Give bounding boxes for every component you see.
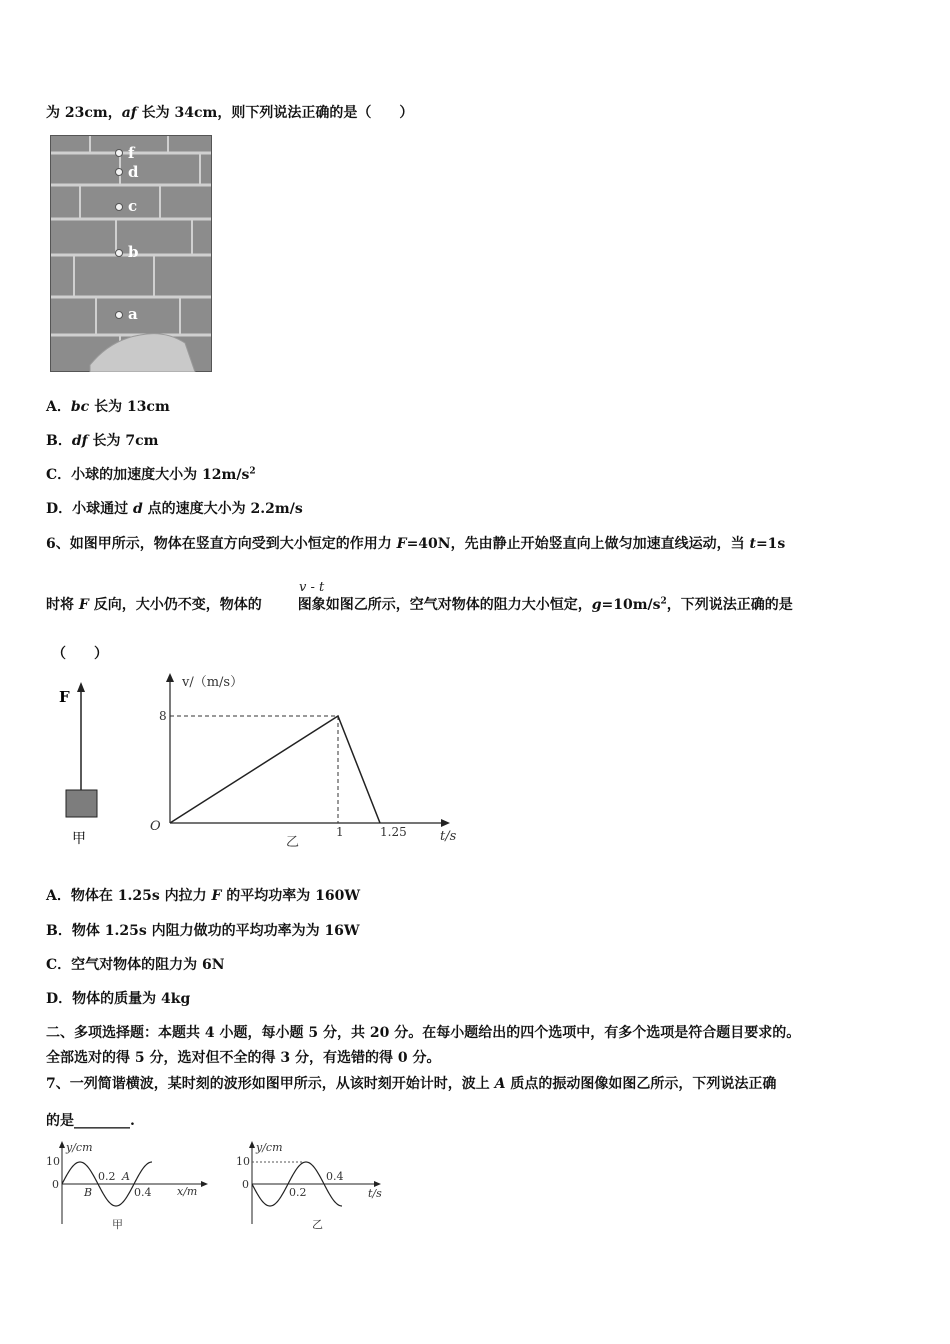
q6-stem-line1: 6、如图甲所示，物体在竖直方向受到大小恒定的作用力 F=40N，先由静止开始竖直向上做匀加速直线运动，当 t=1s [46, 536, 786, 552]
q5-option-c: C．小球的加速度大小为 $12m/s^2$ [46, 466, 256, 483]
wave-yi-xlabel: t/s [368, 1187, 382, 1200]
force-label: F [59, 688, 70, 706]
label-f: f [128, 144, 135, 162]
vt-xlabel: t/s [440, 829, 457, 844]
vt-ytick-8: 8 [159, 709, 167, 723]
wave-yi-tick-0.4: 0.4 [326, 1170, 344, 1183]
wave-jia-ylabel: y/cm [66, 1141, 93, 1154]
wave-yi-origin: 0 [242, 1178, 249, 1191]
label-b: b [128, 243, 139, 261]
vt-xtick-1: 1 [336, 825, 344, 839]
point-b-label: B [84, 1186, 93, 1199]
ball-on-wall-photo [50, 135, 212, 372]
q7-stem-line2: 的是________. [46, 1113, 135, 1129]
wave-yi-tick-0.2: 0.2 [289, 1186, 307, 1199]
vt-symbol: v - t [299, 580, 325, 595]
q6-answer-bracket: （ ） [52, 646, 108, 662]
figure-jia-force [50, 680, 110, 850]
label-d: d [128, 163, 139, 181]
label-c: c [128, 197, 138, 215]
q7-stem-line1: 7、一列简谐横波，某时刻的波形如图甲所示，从该时刻开始计时，波上 A 质点的振动图像如图乙所示，下列说法正确 [46, 1076, 777, 1092]
q6-option-b: B．物体 1.25s 内阻力做功的平均功率为为 16W [46, 923, 360, 939]
point-a-label: A [122, 1170, 130, 1183]
wave-yi-caption: 乙 [312, 1218, 323, 1231]
wave-yi-ymax: 10 [236, 1155, 250, 1168]
section2-header-line2: 全部选对的得 5 分，选对但不全的得 3 分，有选错的得 0 分。 [46, 1050, 441, 1066]
q6-option-c: C．空气对物体的阻力为 6N [46, 957, 225, 973]
wave-jia-tick-0.2: 0.2 [98, 1170, 116, 1183]
fig-jia-caption: 甲 [72, 831, 86, 847]
q5-option-a: A．bc 长为 13cm [46, 399, 170, 415]
vt-series-line [170, 716, 380, 823]
q5-option-d: D．小球通过 d 点的速度大小为 2.2m/s [46, 501, 303, 517]
wave-jia-caption: 甲 [112, 1218, 123, 1231]
vt-ylabel: v/（m/s） [182, 675, 244, 690]
figure-yi-vt-chart [140, 668, 470, 858]
q5-stem: 为 23cm，af 长为 34cm，则下列说法正确的是（ ） [46, 105, 414, 121]
vt-xtick-1.25: 1.25 [380, 825, 407, 839]
figure-q7-jia-wave [40, 1138, 220, 1233]
wave-yi-ylabel: y/cm [256, 1141, 283, 1154]
wave-jia-tick-0.4: 0.4 [134, 1186, 152, 1199]
vt-origin: O [150, 819, 161, 834]
vt-caption: 乙 [286, 835, 300, 850]
label-a: a [128, 305, 138, 323]
section2-header-line1: 二、多项选择题：本题共 4 小题，每小题 5 分，共 20 分。在每小题给出的四个选项中，有多个选项是符合题目要求的。 [46, 1025, 801, 1041]
wave-jia-origin: 0 [52, 1178, 59, 1191]
figure-q7-yi-vibration [228, 1138, 398, 1233]
q5-option-b: B．df 长为 7cm [46, 433, 159, 449]
q6-stem-line2: 时将 F 反向，大小仍不变，物体的 图象如图乙所示，空气对物体的阻力大小恒定，$g=10m/s^2$，下列说法正确的是 [46, 596, 793, 613]
wave-jia-ymax: 10 [46, 1155, 60, 1168]
wave-jia-xlabel: x/m [177, 1185, 198, 1198]
q6-option-a: A．物体在 1.25s 内拉力 F 的平均功率为 160W [46, 888, 361, 904]
q6-option-d: D．物体的质量为 4kg [46, 991, 191, 1007]
